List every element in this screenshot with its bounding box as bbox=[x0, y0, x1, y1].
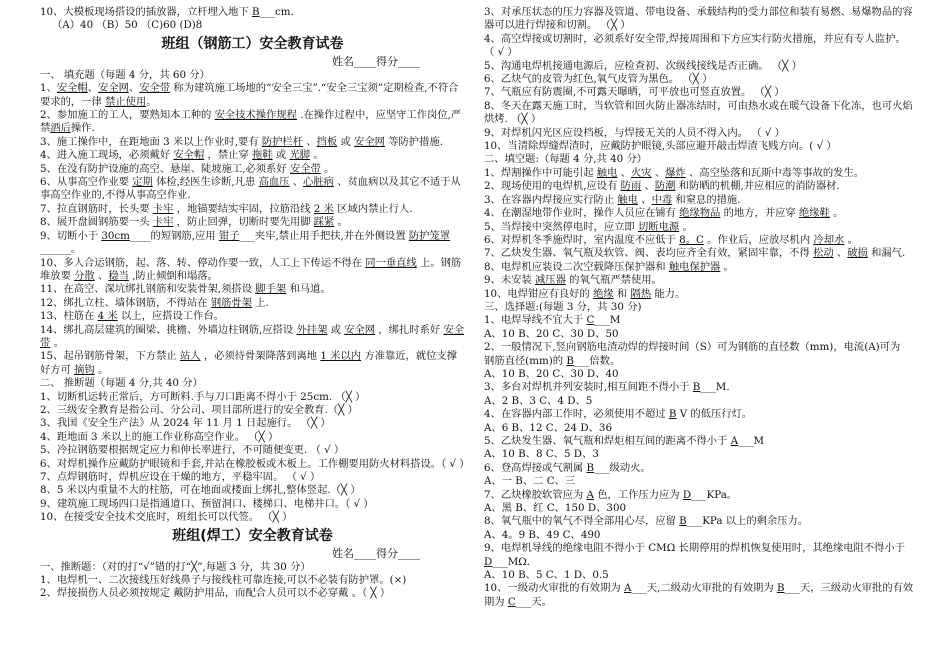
question-text: 称为建筑施工场地的“安全三宝”.“安全三宝须”定期检查,不符合要求的，一律 bbox=[40, 82, 459, 108]
answer-blank: 4 米 bbox=[97, 310, 118, 323]
question-text: 或 bbox=[337, 135, 355, 148]
question-item bbox=[484, 435, 914, 448]
question-text: 和马道。 bbox=[286, 283, 331, 296]
question-item bbox=[40, 350, 465, 377]
judge-item: 10、当清除焊缝焊渣时，应戴防护眼镜,头部应避开敲击焊渣飞贱方向。( √ ） bbox=[484, 140, 837, 153]
question-text: 8、展开盘圆钢筋要一头 bbox=[40, 216, 153, 229]
question-text: ___M bbox=[738, 435, 765, 447]
question-text: 。 bbox=[844, 233, 858, 246]
answer-blank: 冷却水 bbox=[813, 233, 845, 246]
question-text: ___倍数。 bbox=[573, 354, 621, 367]
answer-blank: 切断电源 bbox=[637, 220, 680, 233]
answer-blank: 安全网 bbox=[354, 135, 385, 148]
question-text: 12、绑扎立柱、墙体钢筋，不得站在 bbox=[40, 296, 211, 309]
question-text: 6、从事高空作业要 bbox=[40, 176, 133, 189]
question-text: 7、拉直钢筋时，长头要 bbox=[40, 202, 153, 215]
question-item bbox=[40, 149, 465, 162]
answer-blank: 稳当 bbox=[108, 269, 129, 282]
judge-item: 9、建筑施工现场四口是指通道口、预留洞口、楼梯口、电梯井口。（ √ ） bbox=[40, 497, 374, 510]
question-item bbox=[484, 529, 914, 542]
question-item bbox=[484, 288, 914, 301]
question-text: 和漏气. bbox=[867, 247, 906, 260]
question-text: 的氧气瓶严禁使用。 bbox=[565, 274, 662, 287]
question-text: 1、焊割操作中可能引起 bbox=[484, 166, 597, 179]
question-item bbox=[40, 310, 465, 323]
exam1-title: 班组（钢筋工）安全教育试卷 bbox=[161, 35, 344, 52]
question-item bbox=[484, 395, 914, 408]
answer-blank: 安全带 bbox=[139, 82, 171, 95]
question-text: 8、氧气瓶中的氧气不得全部用心尽，应留 bbox=[484, 515, 680, 528]
question-item bbox=[484, 221, 914, 234]
question-item bbox=[40, 163, 465, 176]
answer-blank: 8。C bbox=[679, 233, 704, 246]
answer-blank: 卡牢 bbox=[152, 202, 174, 215]
answer-blank: 钢筋骨架 bbox=[210, 296, 253, 309]
weld-choice-heading: 三、选择题:(每题 3 分，共 30 分) bbox=[484, 300, 642, 313]
question-item bbox=[484, 341, 914, 354]
question-text: ，禁止穿 bbox=[204, 149, 253, 162]
answer-blank: 破损 bbox=[847, 247, 868, 260]
question-text: 11、在高空、深坑绑扎钢筋和安装骨架,须搭设 bbox=[40, 283, 256, 296]
question-item bbox=[40, 136, 465, 149]
question-item bbox=[40, 324, 465, 351]
judge-item: 1、切断机运转正常后，方可断料.手与刀口距离不得小于 25cm. （╳ ） bbox=[40, 390, 366, 403]
answer-blank: 绝缘鞋 bbox=[798, 207, 830, 220]
question-text: 以上，应搭设工作台。 bbox=[117, 310, 224, 323]
question-item bbox=[484, 582, 914, 609]
question-text: 和 bbox=[613, 287, 631, 300]
question-text: 。 bbox=[720, 260, 734, 273]
answer-blank: D bbox=[682, 488, 692, 501]
question-text: 、 bbox=[128, 82, 140, 95]
question-text: 、 bbox=[651, 166, 666, 179]
answer-blank: 爆炸 bbox=[665, 166, 686, 179]
question-text: 10、多人合运钢筋，起、落、转、停动作要一致，人工上下传运不得在 bbox=[40, 256, 366, 269]
question-text: 方准靠近，就位支撑好方可 bbox=[40, 350, 458, 376]
question-text: 或 bbox=[327, 323, 345, 336]
question-text: 3、施工操作中，在距地面 3 米以上作业时,要有 bbox=[40, 135, 262, 148]
top-options: （A）40 （B）50 （C)60 (D)8 bbox=[52, 19, 203, 32]
question-text: 10、大模板现场搭设的插放器，立杆埋入地下 bbox=[40, 6, 253, 18]
question-text: A、6 B、12 C、24 D、36 bbox=[484, 421, 613, 434]
question-item bbox=[40, 257, 465, 284]
question-text: 的地方，并应穿 bbox=[720, 207, 799, 220]
answer-blank: 心脏病 bbox=[303, 176, 334, 189]
judge-item: 5、冷拉钢筋要根据规定应力和伸长率进行，不可随便变更. （ √ ） bbox=[40, 444, 345, 457]
judge-item: 9、对焊机闪光区应设档板，与焊接无关的人员不得入内。 （ √ ） bbox=[484, 126, 785, 139]
question-text: 。 bbox=[146, 95, 157, 108]
question-item bbox=[40, 230, 465, 257]
question-text: 15、起吊钢筋骨架，下方禁止 bbox=[40, 350, 180, 363]
question-item bbox=[484, 381, 914, 394]
right-column bbox=[484, 6, 914, 609]
question-item bbox=[484, 569, 914, 582]
question-text: 、 bbox=[303, 135, 317, 148]
judge-item: 5、沟通电焊机接通电源后，应检查初、次级线接线是否正确。 （╳ ） bbox=[484, 59, 802, 72]
fill-section-heading: 一、 填充题（每题 4 分，共 60 分） bbox=[40, 68, 210, 81]
question-text: 、 bbox=[87, 82, 99, 95]
question-text: 体检,经医生诊断,凡患 bbox=[152, 176, 259, 189]
fill-question-list bbox=[40, 82, 465, 377]
judge-section-heading: 二、 推断题（每题 4 分,共 40 分） bbox=[40, 377, 203, 390]
answer-blank: B bbox=[692, 381, 701, 394]
question-text: ___天。 bbox=[515, 595, 552, 608]
answer-blank: 触电 bbox=[617, 193, 638, 206]
question-text: 。 bbox=[320, 162, 335, 175]
question-text: ___天,二级动火审批的有效期为 bbox=[631, 582, 777, 595]
question-text: ___MΩ. bbox=[492, 555, 531, 568]
question-text: A、10 B、8 C、5 D、3 bbox=[484, 448, 599, 461]
weld-judge-heading: 一、推断题：（对的打“√”错的打“╳”,每题 3 分，共 30 分） bbox=[40, 560, 311, 573]
answer-blank: 定期 bbox=[132, 176, 153, 189]
question-item bbox=[40, 176, 465, 203]
question-item bbox=[40, 216, 465, 229]
answer-blank: 钳子 bbox=[218, 229, 240, 242]
question-text: A、一 B、二 C、三 bbox=[484, 475, 576, 488]
answer-blank: 踩紧 bbox=[313, 216, 335, 229]
question-text: ___级动火。 bbox=[594, 461, 651, 474]
question-text: ___夹牢,禁止用手把扶,并在外侧设置 bbox=[239, 229, 409, 242]
answer-blank: D bbox=[484, 555, 493, 568]
answer-blank: 1 米以内 bbox=[320, 350, 362, 363]
judge-item: 7、点焊钢筋时，焊机应设在干燥的地方，平稳牢固。 （ √ ） bbox=[40, 471, 321, 483]
question-text: ____的短钢筋,应用 bbox=[129, 229, 219, 242]
question-item bbox=[484, 247, 914, 260]
question-item bbox=[484, 207, 914, 220]
left-column bbox=[40, 6, 470, 601]
question-text: 5、当焊接中突然停电时，应立即 bbox=[484, 220, 638, 233]
weld-fill-heading: 二、填空题:（每题 4 分,共 40 分） bbox=[484, 153, 648, 166]
judge-item: 4、距地面 3 米以上的施工作业称高空作业。 （╳ ） bbox=[40, 430, 279, 443]
question-item bbox=[40, 82, 465, 109]
question-text: 4、在潮湿地带作业时，操作人员应在铺有 bbox=[484, 207, 680, 220]
question-text: 10、一级动火审批的有效期为 bbox=[484, 582, 624, 595]
answer-blank: A bbox=[586, 488, 594, 501]
question-text: 、 bbox=[833, 247, 848, 260]
question-text: 、 bbox=[617, 166, 631, 179]
judge-question-list bbox=[40, 390, 470, 525]
judge-item: 3、我国《安全生产法》从 2024 年 11 月 1 日起施行。 （╳ ） bbox=[40, 417, 331, 430]
question-item bbox=[484, 462, 914, 475]
answer-blank: A bbox=[623, 582, 632, 595]
answer-blank: 摘钩 bbox=[74, 363, 95, 376]
answer-blank: C bbox=[586, 314, 595, 327]
judge-item: 2、三级安全教育是指公司、分公司、项目部所进行的安全教育.（╳ ） bbox=[40, 403, 358, 416]
question-item bbox=[484, 489, 914, 502]
question-text: 1、电焊导线不宜大于 bbox=[484, 314, 587, 327]
question-text: 9、未安装 bbox=[484, 274, 536, 287]
answer-blank: 30cm bbox=[101, 229, 130, 242]
question-text: 上。钢筋堆放要 bbox=[40, 256, 462, 282]
question-text: 6、登高焊接或气割属 bbox=[484, 461, 587, 474]
question-text: ___KPa 以上的剩余压力。 bbox=[686, 515, 809, 528]
question-text: 1、 bbox=[40, 82, 57, 95]
answer-blank: 卡牢 bbox=[152, 216, 174, 229]
exam1-name-score: 姓名____得分____ bbox=[332, 54, 420, 68]
question-text: ___cm. bbox=[259, 6, 294, 18]
question-text: 3、多台对焊机并列安装时,相互间距不得小于 bbox=[484, 381, 693, 394]
question-text: 9、电焊机导线的绝缘电阻不得小于 CMΩ 长期停用的焊机恢复使用时，其绝缘电阻不得小于 bbox=[484, 542, 906, 555]
question-text: ，必须待骨架降落到离地 bbox=[200, 350, 321, 363]
question-text: ，防止回弹，切断时要先用脚 bbox=[173, 216, 314, 229]
question-text: 。 bbox=[310, 149, 324, 162]
question-text: 13、柱筋在 bbox=[40, 310, 98, 323]
top-question bbox=[40, 6, 465, 19]
question-item bbox=[484, 475, 914, 488]
question-text: 6、对焊机冬季施焊时，室内温度不应低于 bbox=[484, 233, 680, 246]
answer-blank: 安全网 bbox=[98, 82, 129, 95]
question-text: ，绑扎时系好 bbox=[375, 323, 444, 336]
question-text: 2、现场使用的电焊机,应设有 bbox=[484, 180, 621, 193]
answer-blank: 松动 bbox=[813, 247, 834, 260]
question-text: 14、绑扎高层建筑的圈梁、挑檐、外墙边柱钢筋,应搭设 bbox=[40, 323, 297, 336]
question-text: 2、参加施工的工人，要熟知本工种的 bbox=[40, 109, 215, 122]
question-text: 。 bbox=[50, 336, 64, 349]
answer-blank: 安全带 bbox=[289, 162, 321, 175]
question-text: 7、乙炔橡胶软管应为 bbox=[484, 488, 587, 501]
question-text: 钢筋直径(mm)的 bbox=[484, 354, 567, 367]
answer-blank: 安全带 bbox=[40, 323, 465, 349]
answer-blank: B bbox=[776, 582, 785, 595]
question-text: ___M. bbox=[700, 381, 730, 394]
answer-blank: 绝缘物品 bbox=[679, 207, 721, 220]
question-text: 、 bbox=[637, 193, 652, 206]
question-text: 操作. bbox=[70, 122, 95, 135]
question-item bbox=[484, 194, 914, 207]
exam2-name-score: 姓名____得分____ bbox=[332, 546, 420, 560]
answer-blank: 外挂架 bbox=[296, 323, 328, 336]
question-text: A、10 B、5 C、1 D、0.5 bbox=[484, 569, 609, 582]
question-text: 。作业后，应放尽机内 bbox=[703, 233, 814, 246]
question-text: A、黑 B、红 C、150 D、300 bbox=[484, 502, 627, 515]
answer-blank: C bbox=[507, 595, 516, 608]
answer-blank: 站人 bbox=[179, 350, 201, 363]
weld-judge-list-continued bbox=[484, 6, 914, 153]
weld-choice-list bbox=[484, 314, 914, 609]
judge-item: 8、冬天在露天施工时，当软管和回火防止器冻结时，可由热水或在暖气设备下化冻，也可火焰烘烤. （╳ ） bbox=[484, 99, 913, 126]
question-item bbox=[484, 355, 914, 368]
question-text: 10、电焊钳应有良好的 bbox=[484, 287, 594, 300]
weld-fill-list bbox=[484, 167, 914, 301]
question-text: 或 bbox=[272, 149, 290, 162]
question-text: ______。 bbox=[40, 243, 82, 256]
answer-blank: 安全帽 bbox=[56, 82, 88, 95]
answer-blank: 拖鞋 bbox=[252, 149, 273, 162]
question-text: .在操作过程中，应坚守工作岗位,严禁 bbox=[40, 109, 462, 135]
question-item bbox=[40, 203, 465, 216]
answer-blank: 触电 bbox=[596, 166, 618, 179]
answer-blank: 安全技术操作规程 bbox=[214, 109, 297, 122]
judge-item: 8、5 米以内重量不大的柱筋，可在地面或楼面上绑扎,整体竖起.（╳ ） bbox=[40, 484, 361, 497]
question-item bbox=[40, 283, 465, 296]
question-item bbox=[484, 542, 914, 569]
question-text: ___M bbox=[594, 314, 621, 327]
answer-blank: 防雨 bbox=[620, 180, 642, 193]
answer-blank: 2 米 bbox=[313, 202, 334, 215]
answer-blank: 分散 bbox=[74, 269, 95, 282]
answer-blank: 挡板 bbox=[316, 135, 338, 148]
question-text: 5、乙炔发生器、氧气瓶和焊炬相互间的距离不得小于 bbox=[484, 435, 731, 447]
answer-blank: B bbox=[252, 6, 260, 18]
question-text: 、贫血病以及其它不适于从事高空作业的,不得从事高空作业. bbox=[40, 176, 461, 202]
question-item bbox=[484, 180, 914, 193]
question-item bbox=[484, 515, 914, 528]
question-text: ___天，三级动火审批的有效期为 bbox=[484, 582, 914, 608]
question-item bbox=[484, 368, 914, 381]
question-text: A、10 B、20 C、30 D、40 bbox=[484, 367, 619, 380]
judge-item: 6、乙炔气的皮管为红色,氧气皮管为黑色。 （╳ ） bbox=[484, 73, 713, 86]
question-text: 、 bbox=[641, 180, 655, 193]
question-text: A、2 B、3 C、4 D、5 bbox=[484, 394, 593, 407]
question-text: 色，工作压力应为 bbox=[593, 488, 683, 501]
answer-blank: 火灾 bbox=[630, 166, 652, 179]
question-item bbox=[484, 314, 914, 327]
question-item bbox=[484, 328, 914, 341]
answer-blank: 酒后 bbox=[50, 122, 71, 135]
question-text: 2、一般情况下,竖向钢筋电渣动焊的焊接时间（S）可为钢筋的直径数（mm)，电流(A)可为 bbox=[484, 341, 901, 354]
question-text: ,防止倾倒和塌落。 bbox=[128, 269, 218, 282]
question-text: 区域内禁止行人. bbox=[333, 202, 413, 215]
answer-blank: 脚手架 bbox=[255, 283, 287, 296]
question-text: 4、进入施工现场，必须戴好 bbox=[40, 149, 174, 162]
answer-blank: 隔热 bbox=[630, 287, 652, 300]
answer-blank: 减压器 bbox=[535, 274, 566, 287]
question-text: V 的低压行灯。 bbox=[676, 408, 753, 421]
judge-item: 2、焊接损伤人员必须按规定 戴防护用品，而配合人员可以不必穿戴 。（ ╳ ） bbox=[40, 587, 391, 600]
answer-blank: 光脚 bbox=[289, 149, 311, 162]
judge-item: 1、电焊机一、二次接线压好线鼻子与接线柱可靠连接,可以不必装有防护罩。(×) bbox=[40, 574, 407, 587]
question-text: 和防晒的机棚,并应相应的消防器材. bbox=[675, 180, 840, 193]
question-text: 和窒息的措施. bbox=[672, 193, 741, 206]
question-text: 。 bbox=[679, 220, 693, 233]
question-item bbox=[40, 297, 465, 310]
answer-blank: 绝缘 bbox=[593, 287, 614, 300]
answer-blank: B bbox=[679, 515, 687, 528]
answer-blank: 高血压 bbox=[258, 176, 290, 189]
question-text: 5、在没有防护设施的高空、悬崖、陡坡施工,必须系好 bbox=[40, 162, 290, 175]
answer-blank: 中毒 bbox=[651, 193, 673, 206]
question-text: A、4。9 B、49 C、490 bbox=[484, 528, 601, 541]
question-item bbox=[484, 422, 914, 435]
question-text: 。 bbox=[334, 216, 348, 229]
question-text: 等防护措施. bbox=[384, 135, 443, 148]
answer-blank: 防护栏杆 bbox=[261, 135, 304, 148]
question-text: 4、在容器内部工作时，必须使用不超过 bbox=[484, 408, 669, 421]
judge-item: 10、在接受安全技术交底时，班组长可以代签。 （╳ ） bbox=[40, 511, 293, 524]
question-text: ___KPa。 bbox=[691, 488, 738, 501]
answer-blank: B bbox=[586, 461, 595, 474]
answer-blank: 防潮 bbox=[654, 180, 676, 193]
question-text: 、 bbox=[289, 176, 304, 189]
weld-judge-list bbox=[40, 574, 465, 601]
answer-blank: B bbox=[668, 408, 677, 421]
answer-blank: 禁止使用 bbox=[105, 95, 147, 108]
question-item bbox=[484, 274, 914, 287]
answer-blank: 安全网 bbox=[344, 323, 376, 336]
question-item bbox=[484, 408, 914, 421]
question-text: 上. bbox=[252, 296, 269, 309]
question-item bbox=[484, 261, 914, 274]
question-item bbox=[484, 448, 914, 461]
question-text: 3、在容器内焊接应实行防止 bbox=[484, 193, 618, 206]
answer-blank: 同一垂直线 bbox=[365, 256, 417, 269]
question-text: 。 bbox=[94, 363, 109, 376]
question-text: 9、切断小于 bbox=[40, 229, 102, 242]
answer-blank: B bbox=[566, 354, 574, 367]
answer-blank: 防护笼罩 bbox=[408, 229, 451, 242]
question-text: 、高空坠落和瓦斯中毒等事故的发生。 bbox=[685, 166, 865, 179]
question-text: ，地锚要结实牢固，拉筋沿线 bbox=[173, 202, 314, 215]
judge-item: 6、对焊机操作应戴防护眼镜和手套,并站在橡胶板或木板上。工作棚要用防火材料搭设。（ √ ） bbox=[40, 457, 470, 470]
answer-blank: 触电保护器 bbox=[668, 260, 721, 273]
question-text: 、 bbox=[94, 269, 109, 282]
judge-item: 3、对承压状态的压力容器及管道、带电设备、承载结构的受力部位和装有易燃、易爆物品的容器可以进行焊接和切割。 （╳ ） bbox=[484, 6, 913, 32]
answer-blank: A bbox=[730, 435, 739, 447]
exam2-title: 班组(焊工）安全教育试卷 bbox=[172, 527, 333, 544]
judge-item: 4、高空焊接或切割时，必须系好安全带,焊接周围和下方应实行防火措施，并应有专人监护。 （ √ ） bbox=[484, 32, 906, 59]
judge-item: 7、气瓶应有防震圈,不可露天曝晒，可平放也可竖直放置。 （╳ ） bbox=[484, 86, 785, 99]
question-text: 。 bbox=[829, 207, 844, 220]
question-text: 7、乙炔发生器、氧气瓶及软管、阀、表均应齐全有效，紧固牢靠，不得 bbox=[484, 247, 814, 260]
question-text: 能力。 bbox=[651, 287, 686, 300]
question-item bbox=[40, 109, 465, 136]
answer-blank: 安全帽 bbox=[173, 149, 205, 162]
question-item bbox=[484, 167, 914, 180]
question-text: A、10 B、20 C、30 D、50 bbox=[484, 327, 619, 340]
question-text: 8、电焊机应装设二次空载降压保护器和 bbox=[484, 260, 669, 273]
question-item bbox=[484, 234, 914, 247]
question-item bbox=[484, 502, 914, 515]
